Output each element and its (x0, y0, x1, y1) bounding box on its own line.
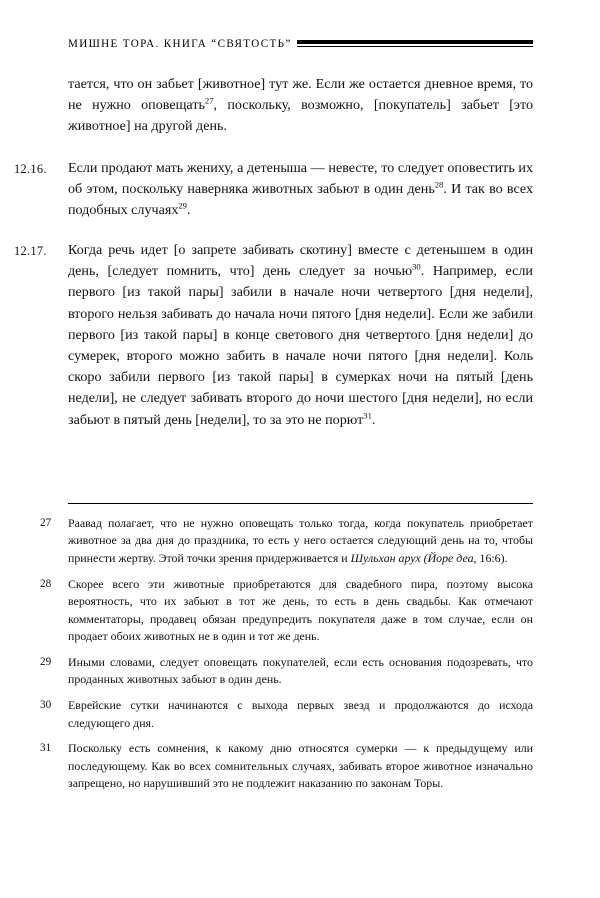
footnote-text: Еврейские сутки начинаются с выхода первых звезд и продолжаются до исхода следующего дня. (68, 698, 533, 730)
running-head-rule (297, 40, 533, 49)
section-12-16 (14, 158, 533, 222)
running-head-title: МИШНЕ ТОРА. КНИГА “СВЯТОСТЬ” (68, 38, 292, 50)
footnote-number: 31 (40, 742, 52, 755)
footnote-marker: 30 (412, 261, 421, 272)
section-12-17 (14, 240, 533, 431)
continued-paragraph-block (68, 74, 533, 138)
footnote-text: Поскольку есть сомнения, к какому дню относятся сумерки — к предыдущему или последующему. Как во всех сомнительных случаях, забивать второе животное изначально запрещено, но нарушивший это не подлежит наказанию по законам Торы. (68, 741, 533, 791)
footnote-item (14, 654, 533, 689)
footnote-marker: 28 (434, 179, 444, 190)
footnote-number: 28 (40, 577, 52, 590)
footnote-item (14, 740, 533, 792)
section-number: 12.17. (14, 244, 47, 258)
footnote-item (14, 576, 533, 646)
footnote-item (14, 697, 533, 732)
footnote-text: Скорее всего эти животные приобретаются для свадебного пира, поэтому высока вероятность, что их забьют в тот же день, то есть в день свадьбы. Как отмечают комментаторы, продавец обязан предупредить покупателя даже в том случае, если он продает обоих животных не в один и тот же день. (68, 576, 533, 643)
footnote-marker: 31 (363, 409, 372, 420)
footnote-item (14, 515, 533, 567)
footnote-text: Иными словами, следует оповещать покупателей, если есть основания подозревать, что проданных животных забьют в один день. (68, 654, 533, 687)
footnote-list (14, 515, 533, 801)
running-head (68, 33, 533, 55)
footnote-number: 30 (40, 699, 52, 712)
footnote-number: 29 (40, 655, 52, 668)
footnote-number: 27 (40, 517, 52, 529)
footnote-separator-rule (68, 503, 533, 504)
continued-paragraph: тается, что он забьет [животное] тут же. Если же остается дневное время, то не нужно оповещать$^{27}$, поскольку, возможно, [покупатель] забьет [это животное] на другой день. (68, 76, 533, 135)
section-number: 12.16. (14, 162, 47, 176)
footnote-text: Раавад полагает, что не нужно оповещать только тогда, когда покупатель приобретает животное за два дня до праздника, то есть у него остается следующий день на то, чтобы принести жертву. Этой точки зрения придерживается и Шульхан арух (Йоре деа, 16:6). (68, 516, 533, 565)
section-text: Если продают мать жениху, а детеныша — невесте, то следует оповестить их об этом, поскольку наверняка животных забьют в один день$^{28}$. И так во всех подобных случаях$^{29}$. (68, 160, 533, 219)
footnote-marker: 27 (204, 95, 214, 106)
footnote-marker: 29 (178, 200, 187, 211)
section-text: Когда речь идет [о запрете забивать скотину] вместе с детенышем в один день, [следует помнить, что] день следует за ночью$^{30}$. Например, если первого [из такой пары] забили в начале ночи четвертого [дня недели], второго нельзя забивать до начала ночи пятого [дня недели]. Если же забили первого [из такой пары] в конце светового дня четвертого [дня недели] до сумерек, второго можно забить в начале ночи пятого [дня недели]. Коль скоро забили первого [из такой пары] в сумерках ночи на пятый [день недели], не следует забивать второго до ночи шестого [дня недели], но если забьют в пятый день [недели], то за это не порют$^{31}$. (68, 242, 533, 428)
